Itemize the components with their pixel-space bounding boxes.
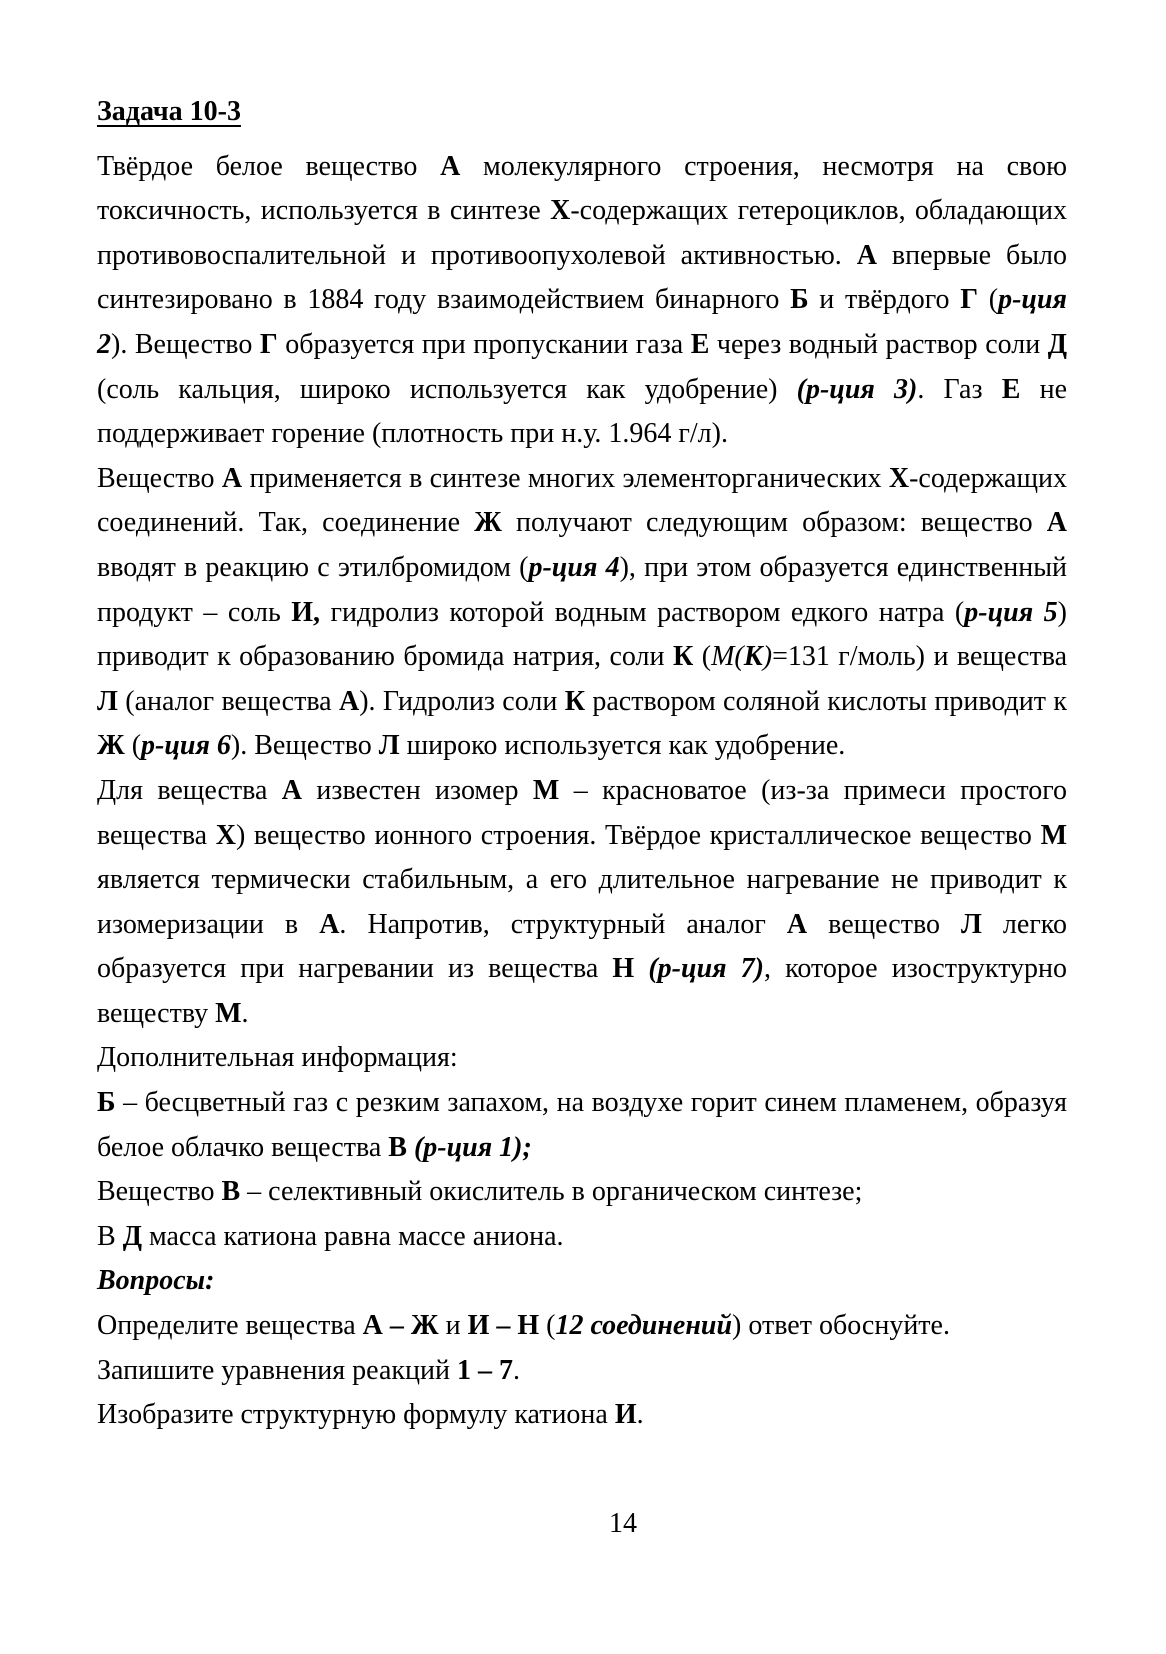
text-run: вводят в реакцию с этилбромидом ( (97, 551, 529, 583)
text-run: гидролиз которой водным раствором едкого натра ( (320, 596, 965, 628)
text-run: р-ция 5 (964, 596, 1058, 628)
text-run: А (319, 908, 340, 940)
text-run: ). Вещество (111, 328, 260, 360)
text-run: Вещество (97, 462, 222, 494)
text-run: легко образуется при нагревании из вещества (97, 908, 1067, 985)
text-run: (аналог вещества (117, 685, 339, 717)
text-run: Б (790, 284, 809, 316)
document-paragraphs (97, 145, 1067, 1438)
text-run: =131 г/моль) и вещества (772, 641, 1067, 673)
text-run: ( (539, 1310, 556, 1342)
text-run: . (636, 1399, 644, 1431)
text-run: не поддерживает горение (плотность при н.у. 1.964 г/л). (97, 373, 1067, 450)
text-run: Г (960, 284, 979, 316)
text-run: А – Ж (362, 1310, 439, 1342)
text-run: Дополнительная информация: (97, 1042, 458, 1074)
document-title: Задача 10-3 (97, 96, 241, 127)
text-run: ( (124, 730, 142, 762)
text-run: К (672, 641, 694, 673)
text-run: Х (550, 195, 571, 227)
text-run: применяется в синтезе многих элементорганических (242, 462, 889, 494)
text-run: М (1040, 819, 1067, 851)
paragraph (97, 1215, 1067, 1260)
text-run: (р-ция 7) (648, 953, 765, 985)
paragraph (97, 1393, 1067, 1438)
paragraph (97, 1259, 1067, 1304)
text-run: 1 – 7 (456, 1354, 513, 1386)
text-run: впервые было синтезировано в 1884 году взаимодействием бинарного (97, 239, 1067, 316)
text-run: А (440, 150, 461, 182)
text-run: А (221, 462, 243, 494)
text-run: р-ция 6 (141, 730, 231, 762)
text-run: В (97, 1220, 123, 1252)
text-run: . (241, 997, 249, 1029)
text-run: Ж (474, 507, 502, 539)
text-run: Г (259, 328, 278, 360)
text-run: Твёрдое белое вещество (97, 150, 441, 182)
text-run: 12 соединений (555, 1310, 733, 1342)
text-run: А (338, 685, 360, 717)
text-run: р-ция 4 (528, 551, 620, 583)
text-run: А (786, 908, 808, 940)
text-run: ). Гидролиз соли (359, 685, 565, 717)
text-run: Вещество (97, 1176, 222, 1208)
paragraph (97, 145, 1067, 457)
text-run: масса катиона равна массе аниона. (141, 1220, 564, 1252)
text-run: К (564, 685, 585, 717)
text-run: образуется при пропускании газа (277, 328, 691, 360)
text-run: -содержащих гетероциклов, обладающих противовоспалительной и противоопухолевой активностью. (97, 195, 1068, 271)
text-run: широко используется как удобрение. (399, 730, 846, 762)
paragraph (97, 1304, 1067, 1349)
paragraph (97, 457, 1067, 769)
text-run: Л (961, 908, 982, 940)
text-run: Д (1047, 328, 1068, 360)
text-run: М( (711, 641, 744, 673)
text-run: раствором соляной кислоты приводит к (585, 685, 1067, 717)
text-run: -содержащих соединений. Так, соединение (97, 462, 1067, 539)
text-run: Изобразите структурную формулу катиона (97, 1399, 615, 1431)
text-run: И, (291, 596, 321, 628)
text-run: известен изомер (302, 774, 533, 806)
text-run: и твёрдого (808, 284, 961, 316)
text-run: М (215, 997, 242, 1029)
text-run: – селективный окислитель в органическом синтезе; (240, 1176, 863, 1208)
text-run: , которое изоструктурно веществу (97, 953, 1068, 1029)
text-run: (р-ция 1); (413, 1131, 532, 1163)
text-run: ( (978, 284, 999, 316)
text-run: Запишите уравнения реакций (97, 1354, 457, 1386)
text-run: . Напротив, структурный аналог (339, 908, 787, 940)
text-run: В (388, 1131, 407, 1163)
text-run: М (532, 774, 560, 806)
text-run: Е (1001, 373, 1021, 405)
document-content (97, 90, 1067, 1438)
text-run: Л (97, 685, 118, 717)
text-run: получают следующим образом: вещество (501, 507, 1047, 539)
text-run: Х (215, 819, 236, 851)
text-run: ) вещество ионного строения. Твёрдое кристаллическое вещество (235, 819, 1041, 851)
text-run: И – Н (467, 1310, 540, 1342)
text-run: В (221, 1176, 241, 1208)
text-run: Определите вещества (97, 1310, 363, 1342)
text-run: Ж (97, 730, 125, 762)
text-run: ) ответ обоснуйте. (732, 1310, 950, 1342)
text-run: ). Вещество (230, 730, 379, 762)
text-run: – красноватое (из-за примеси простого вещества (97, 774, 1067, 851)
text-run: Для вещества (97, 774, 282, 806)
text-run: Д (122, 1220, 142, 1252)
text-run: через водный раствор соли (709, 328, 1048, 360)
text-run: Л (378, 730, 400, 762)
text-run: Н (612, 953, 635, 985)
text-run: ), при этом образуется единственный продукт – соль (97, 551, 1067, 628)
text-run: молекулярного строения, несмотря на свою токсичность, используется в синтезе (97, 150, 1067, 227)
text-run: р-ция 2 (97, 284, 1067, 360)
text-run: . Газ (917, 373, 1002, 405)
paragraph (97, 1036, 1067, 1081)
text-run: ) (762, 641, 773, 673)
text-run: Б (97, 1087, 116, 1119)
paragraph (97, 1349, 1067, 1394)
text-run: Е (690, 328, 710, 360)
page-number: 14 (609, 1508, 637, 1539)
text-run: . (512, 1354, 520, 1386)
text-run: ( (693, 641, 712, 673)
text-run: А (856, 239, 877, 271)
text-run: К (743, 641, 763, 673)
text-run: Х (888, 462, 910, 494)
text-run: – бесцветный газ с резким запахом, на воздухе горит синем пламенем, образуя белое облачко вещества (97, 1087, 1067, 1163)
text-run: А (1046, 507, 1067, 539)
paragraph (97, 1170, 1067, 1215)
text-run: ) приводит к образованию бромида натрия, соли (97, 596, 1067, 673)
paragraph (97, 1081, 1067, 1170)
text-run (634, 953, 648, 984)
text-run: А (281, 774, 303, 806)
text-run: (соль кальция, широко используется как удобрение) (97, 373, 797, 405)
text-run: и (438, 1310, 468, 1342)
paragraph (97, 769, 1067, 1037)
text-run: Вопросы: (97, 1265, 215, 1297)
text-run: (р-ция 3) (796, 373, 918, 405)
text-run: вещество (807, 908, 962, 940)
text-run: И (614, 1399, 637, 1431)
text-run (407, 1132, 414, 1163)
text-run: является термически стабильным, а его длительное нагревание не приводит к изомеризации в (97, 864, 1067, 940)
